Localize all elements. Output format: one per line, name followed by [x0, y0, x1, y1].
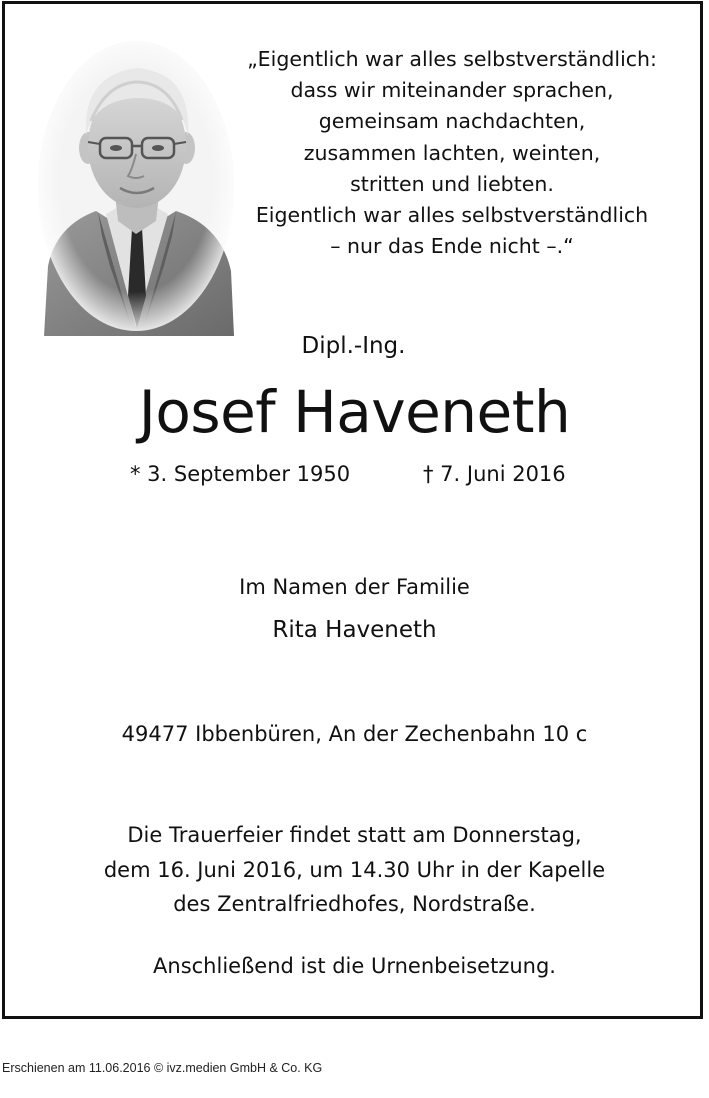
quote-line: – nur das Ende nicht –.“	[330, 234, 574, 259]
academic-title-wrapper	[0, 333, 709, 359]
family-label: Im Namen der Familie	[239, 575, 470, 599]
ceremony-line: Die Trauerfeier findet statt am Donnerstag,	[127, 823, 582, 847]
urn-burial-note: Anschließend ist die Urnenbeisetzung.	[153, 954, 556, 978]
birth-date: * 3. September 1950	[130, 462, 351, 486]
memorial-quote	[238, 44, 666, 262]
funeral-service-info	[0, 818, 709, 922]
quote-line: gemeinsam nachdachten,	[318, 109, 586, 134]
quote-line: zusammen lachten, weinten,	[303, 140, 601, 165]
portrait-photo	[36, 36, 236, 336]
ceremony-line: des Zentralfriedhofes, Nordstraße.	[173, 892, 536, 916]
quote-line: dass wir miteinander sprachen,	[290, 78, 614, 103]
family-address: 49477 Ibbenbüren, An der Zechenbahn 10 c	[121, 722, 588, 746]
quote-line: Eigentlich war alles selbstverständlich	[255, 203, 649, 228]
publication-footer: Erschienen am 11.06.2016 © ivz.medien GmbH & Co. KG	[2, 1061, 323, 1075]
academic-title: Dipl.-Ing.	[301, 333, 406, 359]
ceremony-line: dem 16. Juni 2016, um 14.30 Uhr in der Kapelle	[103, 857, 606, 882]
death-date: † 7. Juni 2016	[423, 462, 566, 486]
deceased-name: Josef Haveneth	[138, 378, 571, 446]
quote-line: stritten und liebten.	[350, 171, 554, 196]
family-name: Rita Haveneth	[272, 617, 437, 643]
quote-line: „Eigentlich war alles selbstverständlich:	[247, 47, 657, 71]
